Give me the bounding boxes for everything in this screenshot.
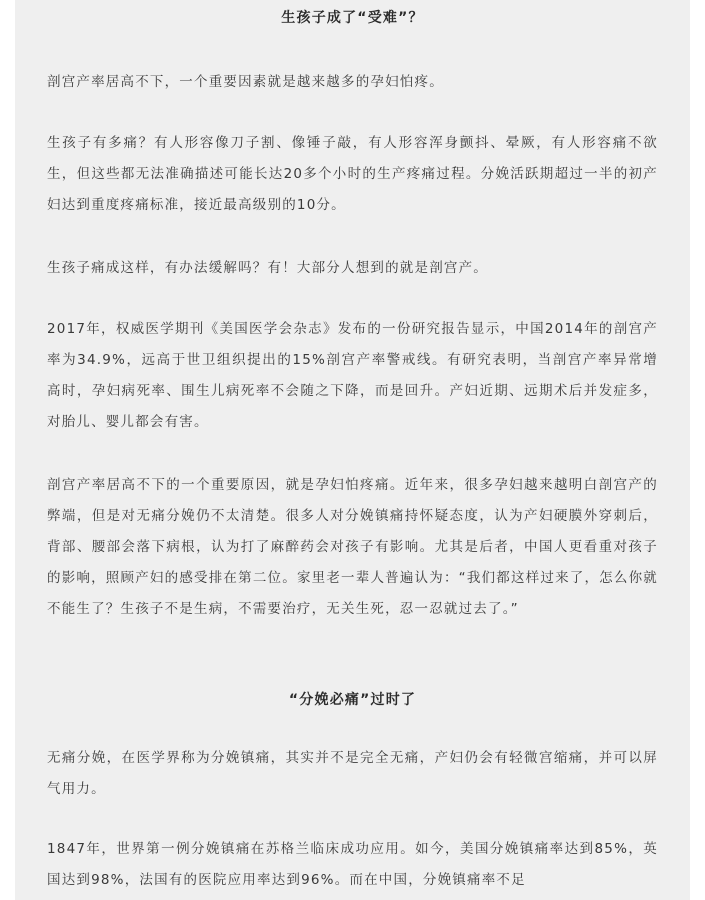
paragraph-3: 生孩子痛成这样，有办法缓解吗？有！大部分人想到的就是剖宫产。 [47, 260, 488, 276]
section-heading-2: “分娩必痛”过时了 [288, 692, 417, 708]
paragraph-1: 剖宫产率居高不下，一个重要因素就是越来越多的孕妇怕疼。 [47, 74, 444, 90]
paragraph-6: 无痛分娩，在医学界称为分娩镇痛，其实并不是完全无痛，产妇仍会有轻微宫缩痛，并可以屏气用力。 [47, 750, 658, 797]
paragraph-7: 1847年，世界第一例分娩镇痛在苏格兰临床成功应用。如今，美国分娩镇痛率达到85%，英国达到98%，法国有的医院应用率达到96%。而在中国，分娩镇痛率不足 [47, 841, 658, 888]
paragraph-2: 生孩子有多痛？有人形容像刀子割、像锤子敲，有人形容浑身颤抖、晕厥，有人形容痛不欲生，但这些都无法准确描述可能长达20多个小时的生产疼痛过程。分娩活跃期超过一半的初产妇达到重度疼痛标准，接近最高级别的10分。 [47, 135, 658, 213]
article-card [15, 0, 690, 900]
paragraph-5: 剖宫产率居高不下的一个重要原因，就是孕妇怕疼痛。近年来，很多孕妇越来越明白剖宫产的弊端，但是对无痛分娩仍不太清楚。很多人对分娩镇痛持怀疑态度，认为产妇硬膜外穿刺后，背部、腰部会落下病根，认为打了麻醉药会对孩子有影响。尤其是后者，中国人更看重对孩子的影响，照顾产妇的感受排在第二位。家里老一辈人普遍认为：“我们都这样过来了，怎么你就不能生了？生孩子不是生病，不需要治疗，无关生死，忍一忍就过去了。” [47, 477, 658, 617]
paragraph-4: 2017年，权威医学期刊《美国医学会杂志》发布的一份研究报告显示，中国2014年的剖宫产率为34.9%，远高于世卫组织提出的15%剖宫产率警戒线。有研究表明，当剖宫产率异常增高时，孕妇病死率、围生儿病死率不会随之下降，而是回升。产妇近期、远期术后并发症多，对胎儿、婴儿都会有害。 [47, 321, 658, 430]
section-heading-1: 生孩子成了“受难”？ [281, 10, 424, 26]
